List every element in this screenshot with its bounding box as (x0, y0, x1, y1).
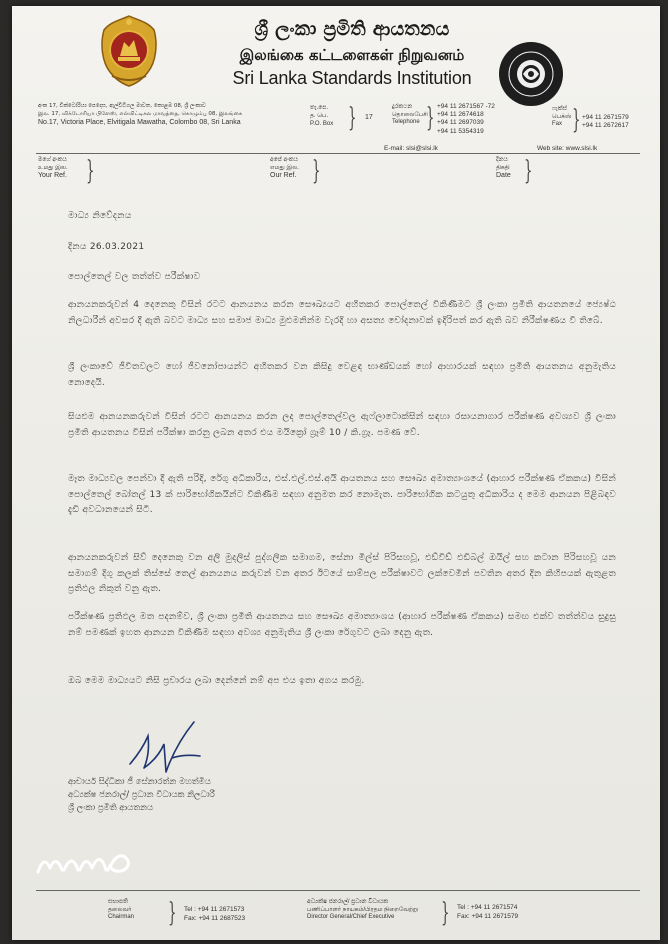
paragraph: ඔබ මෙම මාධ්‍යයට නිසි ප්‍රචාරය ලබා දෙන්නේ නම් අප එය ඉතා අගය කරමු. (68, 676, 365, 686)
footer-divider (36, 890, 640, 891)
dg-contacts (457, 903, 518, 921)
chairman-contacts (184, 905, 245, 923)
dg-labels (307, 899, 418, 922)
fax-label-si: ෆැක්ස් (552, 106, 567, 112)
address-tamil: இல. 17, விக்டோரியா பிளேஸ், எல்விட்டிகல மாவத்தை, கொழும்பு 08, இலங்கை (38, 111, 243, 117)
pobox-label-en: P.O. Box (310, 121, 334, 127)
your-ref-label-en: Your Ref. (38, 172, 67, 179)
paragraph: ආනයනකරුවන් 4 දෙනෙකු විසින් රටට ආනයනය කරන සෞඛ්‍යයට අහිතකර පොල්තෙල් විකිණීමට ශ්‍රී ලංකා ප්‍රමිති ආයතනයේ ජ්‍යෙෂ්ඨ නිලධාරීන් අවසර දී ඇති බවට මාධ්‍ය සහ සමාජ මාධ්‍ය මුළුමනින්ම වැරදි හා අසත්‍ය චෝදනාවක් ඉදිරිපත් කර ඇති බව නිරීක්ෂණය වී තිබේ. (68, 300, 616, 326)
fax-number: +94 11 2671579 (582, 114, 629, 121)
fax-labels (552, 106, 571, 129)
address-english: No.17, Victoria Place, Elvitigala Mawatha, Colombo 08, Sri Lanka (38, 119, 241, 126)
date-label-ta: திகதி (496, 164, 510, 171)
telephone-number: +94 11 2697039 (437, 119, 484, 127)
brace-icon: } (348, 103, 357, 133)
telephone-number: +94 11 2671567 -72 (437, 103, 495, 110)
chairman-labels (108, 899, 134, 922)
telephone-numbers (437, 103, 495, 136)
institution-name-english: Sri Lanka Standards Institution (232, 68, 472, 88)
dg-fax: Fax: +94 11 2671579 (457, 913, 519, 920)
chairman-label-si: සභාපති (108, 899, 128, 905)
brace-icon: } (426, 103, 435, 133)
header-divider (36, 153, 640, 154)
brace-icon: } (168, 898, 177, 928)
chairman-tel: Tel : +94 11 2671573 (184, 906, 245, 913)
date-ref (496, 157, 511, 180)
fax-numbers (582, 114, 629, 130)
our-ref-label-si: අපේ අංකය (270, 157, 298, 163)
paragraph: සියළුම ආනයනකරුවන් විසින් රටට ආනයනය කරන ලද පොල්තෙල්වල ඇෆ්ලාටොක්සින් සඳහා රසායනාගාර පරීක්ෂණ අවශ්‍යව ශ්‍රී ලංකා ප්‍රමිති ආයතනය විසින් පරීක්ෂා කරනු ලබන අතර එය මයික්‍රෝ ග්‍රෑම් 10 / කි.ග්‍රෑ. පමණ වේ. (68, 412, 616, 438)
brace-icon: } (572, 105, 581, 135)
chairman-label-ta: தலைவர் (108, 906, 132, 913)
telephone-label-en: Telephone (392, 119, 420, 125)
fax-number: +94 11 2672617 (582, 122, 629, 130)
paragraph: ශ්‍රී ලංකාවේ ජීවිතවලට හෝ ජීවනෝපායන්ට අහිතකර වන කිසිදු වෙළඳ භාණ්ඩයක් හෝ ආහාරයක් සඳහා ප්‍රමිති ආයතනය අනුමැතිය නොදෙයි. (68, 362, 616, 388)
your-ref-label-si: මගේ අංකය (38, 157, 67, 163)
telephone-labels (392, 104, 428, 127)
dg-label-ta: பணிப்பாளர் நாயகம்/பிரதம நிறைவேற்று (307, 906, 418, 913)
paragraph: පරීක්ෂණ ප්‍රතිඵල මත පදනම්ව, ශ්‍රී ලංකා ප්‍රමිති ආයතනය සහ සෞඛ්‍ය අමාත්‍යාංශය (ආහාර පරීක්ෂණ ඒකකය) සමඟ එක්ව තත්ත්වය සුදුසු නම් පමණක් ඉහත ආනයන විකිණීම සඳහා අවශ්‍ය අනුමැතිය ශ්‍රී ලංකා රේගුවට ලබා දෙනු ඇත. (68, 612, 616, 638)
dg-label-si: අධ්‍යක්ෂ ජනරාල්/ ප්‍රධාන විධායක (307, 899, 389, 905)
salutation: මාධ්‍ය නිවේදනය (68, 211, 132, 221)
address-sinhala: අංක 17, වික්ටෝරියා පෙදෙස, ඇල්විටිගල මාවත, කොළඹ 08, ශ්‍රී ලංකාව (38, 103, 206, 109)
pobox-label-ta: த. பெ. (310, 113, 329, 119)
signatory-title: අධ්‍යක්ෂ ජනරාල්/ ප්‍රධාන විධායක නිලධාරී (68, 790, 215, 800)
signatory-org: ශ්‍රී ලංකා ප්‍රමිති ආයතනය (68, 803, 154, 813)
national-emblem-icon (98, 14, 160, 88)
signature-icon (124, 714, 214, 776)
your-ref (38, 157, 68, 180)
subject-line: පොල්තෙල් වල තත්ත්ව පරීක්ෂාව (68, 272, 201, 282)
brace-icon: } (441, 898, 450, 928)
paragraph: ආනයනකරුවන් සිව් දෙනෙකු වන අලි මුදලිස් පුද්ගලික සමාගම, සේනා මිල්ස් පිරිසහවූ, එඩ්විඩ් එඩිබල් ඔයිල් සහ කටාන පිරිසහවූ යන සමාගම් දිගු කලක් තිස්සේ තෙල් ආනයනය කරුවන් වන අතර ඊටයේ සාම්පල පරීක්ෂාවට ලක්වෙමින් පවතින අතර දින කිහිපයක් ඇතුළත ප්‍රතිඵල නිකුත් වනු ඇත. (68, 553, 616, 594)
fax-label-en: Fax (552, 121, 563, 127)
website-address: Web site: www.slsi.lk (537, 145, 598, 152)
slsi-logo-icon (497, 40, 565, 108)
address-block (38, 102, 288, 127)
paragraph: මෑත මාධ්‍යවල පෙන්වා දී ඇති පරිදි, රේගු අධිකාරිය, එස්.එල්.එස්.අයි ආයතනය සහ සෞඛ්‍ය අමාත්‍යාංශයේ (ආහාර පරීක්ෂණ ඒකකය) විසින් පොල්තෙල් බෝතල් 13 ක් පාරිභෝගිකයින්ට විකිණීම සඳහා අනුමත කර නොමැත. පාරිභෝගික කටයුතු අධිකාරිය ද මෙම ආනයන පිළිබඳව දැඩි අවධානයෙන් සිටී. (68, 474, 616, 515)
our-ref (270, 157, 299, 180)
chairman-label-en: Chairman (108, 914, 135, 920)
telephone-number: +94 11 5354319 (437, 127, 484, 135)
brace-icon: } (524, 156, 533, 186)
your-ref-label-ta: உமது இல. (38, 164, 68, 171)
telephone-number: +94 11 2674618 (437, 111, 484, 119)
pobox-label-si: තැ.පෙ. (310, 105, 329, 111)
institution-name-tamil: இலங்கை கட்டளைகள் நிறுவனம் (239, 46, 465, 64)
dg-tel: Tel : +94 11 2671574 (457, 904, 518, 911)
watermark-logo-icon (34, 848, 138, 878)
pobox-number: 17 (365, 114, 373, 121)
chairman-fax: Fax: +94 11 2687523 (184, 915, 246, 922)
dg-label-en: Director General/Chief Executive (307, 914, 395, 920)
date-line: දිනය 26.03.2021 (68, 242, 145, 252)
email-address: E-mail: slsi@slsi.lk (384, 145, 438, 152)
telephone-label-ta: தொலைபேசி (392, 111, 428, 118)
brace-icon: } (312, 156, 321, 186)
letter-page (12, 6, 660, 940)
brace-icon: } (86, 156, 95, 186)
our-ref-label-en: Our Ref. (270, 172, 297, 179)
our-ref-label-ta: எமது இல. (270, 164, 299, 171)
date-label-si: දිනය (496, 157, 508, 163)
date-label-en: Date (496, 172, 511, 179)
signatory-name: ආචාර්ය සිද්ධිකා ජී සේනාරත්න මහත්මිය (68, 777, 211, 787)
institution-name-sinhala: ශ්‍රී ලංකා ප්‍රමිති ආයතනය (254, 18, 450, 40)
signature-block (68, 776, 215, 815)
fax-label-ta: பெக்ஸ் (552, 113, 572, 120)
pobox-labels (310, 104, 333, 128)
telephone-label-si: දුරකථන (392, 104, 413, 110)
